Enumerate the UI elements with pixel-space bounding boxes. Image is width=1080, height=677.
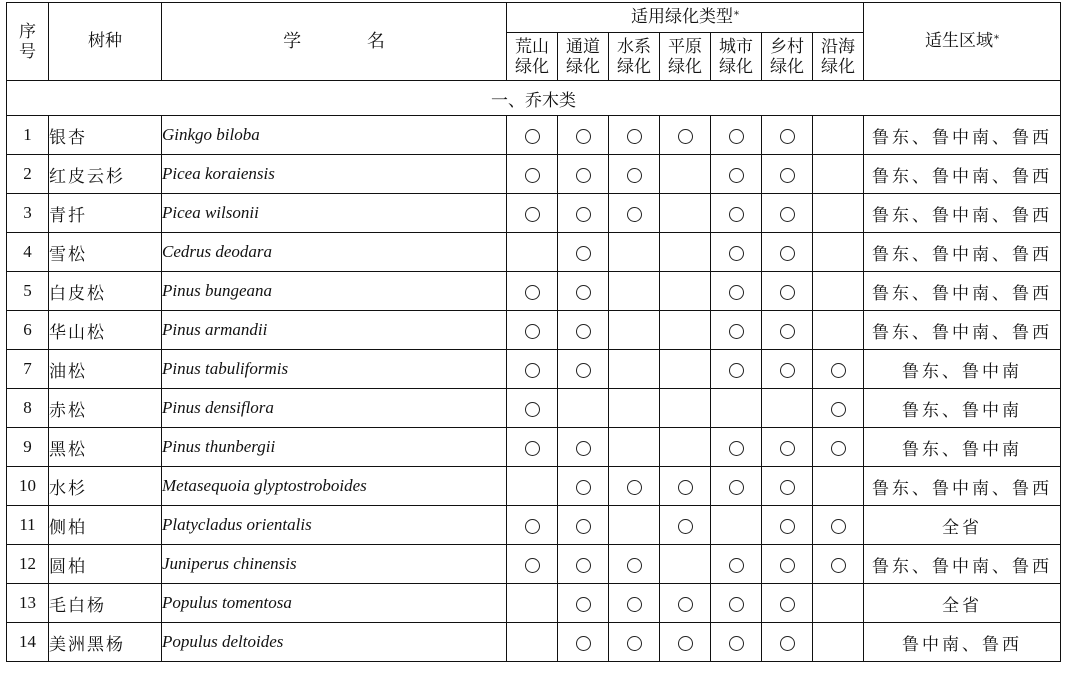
suitable-circle-icon (780, 636, 795, 651)
type-cell-2 (609, 545, 660, 584)
species-name: 白皮松 (49, 272, 162, 311)
row-number: 12 (7, 545, 49, 584)
type-cell-3 (660, 116, 711, 155)
type-cell-0 (507, 623, 558, 662)
type-cell-0 (507, 116, 558, 155)
suitable-circle-icon (780, 129, 795, 144)
type-cell-3 (660, 389, 711, 428)
type-cell-1 (558, 584, 609, 623)
suitable-circle-icon (576, 480, 591, 495)
header-greening-types (507, 3, 864, 33)
type-cell-6 (813, 467, 864, 506)
table-row (7, 506, 1061, 545)
header-type-4-line2: 绿化 (719, 56, 753, 77)
type-cell-4 (711, 545, 762, 584)
scientific-name: Pinus tabuliformis (162, 350, 507, 389)
suitable-circle-icon (678, 636, 693, 651)
suitable-circle-icon (780, 285, 795, 300)
table-row (7, 194, 1061, 233)
type-cell-6 (813, 272, 864, 311)
type-cell-5 (762, 584, 813, 623)
scientific-name: Platycladus orientalis (162, 506, 507, 545)
type-cell-2 (609, 155, 660, 194)
type-cell-2 (609, 584, 660, 623)
row-number: 4 (7, 233, 49, 272)
type-cell-5 (762, 545, 813, 584)
region-cell: 鲁东、鲁中南、鲁西 (864, 467, 1061, 506)
suitable-circle-icon (780, 207, 795, 222)
suitable-circle-icon (729, 285, 744, 300)
scientific-name: Juniperus chinensis (162, 545, 507, 584)
type-cell-1 (558, 116, 609, 155)
region-cell: 鲁东、鲁中南 (864, 389, 1061, 428)
type-cell-6 (813, 389, 864, 428)
type-cell-4 (711, 233, 762, 272)
type-cell-4 (711, 389, 762, 428)
scientific-name: Populus deltoides (162, 623, 507, 662)
table-row (7, 350, 1061, 389)
type-cell-3 (660, 428, 711, 467)
suitable-circle-icon (729, 168, 744, 183)
suitable-circle-icon (525, 558, 540, 573)
suitable-circle-icon (780, 324, 795, 339)
suitable-circle-icon (729, 207, 744, 222)
scientific-name: Metasequoia glyptostroboides (162, 467, 507, 506)
scientific-name: Ginkgo biloba (162, 116, 507, 155)
suitable-circle-icon (525, 129, 540, 144)
suitable-circle-icon (729, 324, 744, 339)
type-cell-4 (711, 194, 762, 233)
type-cell-1 (558, 389, 609, 428)
header-type-2-line1: 水系 (617, 36, 651, 57)
table-row (7, 311, 1061, 350)
type-cell-5 (762, 116, 813, 155)
header-type-5-line2: 绿化 (770, 56, 804, 77)
header-sci-name-text: 学 名 (283, 31, 415, 52)
type-cell-6 (813, 623, 864, 662)
type-cell-5 (762, 233, 813, 272)
type-cell-6 (813, 155, 864, 194)
type-cell-3 (660, 623, 711, 662)
type-cell-5 (762, 194, 813, 233)
table-row (7, 116, 1061, 155)
suitable-circle-icon (678, 597, 693, 612)
type-cell-6 (813, 584, 864, 623)
row-number: 13 (7, 584, 49, 623)
type-cell-0 (507, 311, 558, 350)
section-row (7, 81, 1061, 116)
type-cell-2 (609, 350, 660, 389)
table-header (7, 3, 1061, 81)
suitable-circle-icon (780, 519, 795, 534)
suitable-circle-icon (576, 129, 591, 144)
region-cell: 鲁东、鲁中南 (864, 350, 1061, 389)
table-row (7, 428, 1061, 467)
suitable-circle-icon (525, 324, 540, 339)
type-cell-0 (507, 389, 558, 428)
suitable-circle-icon (678, 480, 693, 495)
type-cell-0 (507, 467, 558, 506)
region-cell: 鲁东、鲁中南、鲁西 (864, 233, 1061, 272)
type-cell-2 (609, 194, 660, 233)
type-cell-2 (609, 116, 660, 155)
type-cell-6 (813, 311, 864, 350)
type-cell-2 (609, 428, 660, 467)
header-type-4-line1: 城市 (719, 36, 753, 57)
type-cell-0 (507, 584, 558, 623)
type-cell-3 (660, 545, 711, 584)
type-cell-0 (507, 155, 558, 194)
suitable-circle-icon (780, 558, 795, 573)
row-number: 9 (7, 428, 49, 467)
table-row (7, 584, 1061, 623)
row-number: 14 (7, 623, 49, 662)
type-cell-5 (762, 389, 813, 428)
type-cell-4 (711, 155, 762, 194)
type-cell-5 (762, 272, 813, 311)
header-type-2-line2: 绿化 (617, 56, 651, 77)
type-cell-6 (813, 506, 864, 545)
scientific-name: Picea koraiensis (162, 155, 507, 194)
type-cell-3 (660, 506, 711, 545)
row-number: 3 (7, 194, 49, 233)
type-cell-2 (609, 389, 660, 428)
type-cell-1 (558, 155, 609, 194)
header-type-3 (660, 33, 711, 81)
table-row (7, 389, 1061, 428)
type-cell-2 (609, 311, 660, 350)
suitable-circle-icon (780, 168, 795, 183)
header-type-6-line1: 沿海 (821, 36, 855, 57)
type-cell-2 (609, 233, 660, 272)
header-region (864, 3, 1061, 81)
header-sci-name (162, 3, 507, 81)
suitable-circle-icon (729, 597, 744, 612)
species-name: 红皮云杉 (49, 155, 162, 194)
header-type-0-line1: 荒山 (515, 36, 549, 57)
species-name: 毛白杨 (49, 584, 162, 623)
type-cell-1 (558, 311, 609, 350)
suitable-circle-icon (729, 363, 744, 378)
suitable-circle-icon (678, 519, 693, 534)
suitable-circle-icon (525, 168, 540, 183)
suitable-circle-icon (729, 480, 744, 495)
header-type-6 (813, 33, 864, 81)
suitable-circle-icon (729, 636, 744, 651)
type-cell-6 (813, 233, 864, 272)
suitable-circle-icon (576, 285, 591, 300)
suitable-circle-icon (780, 363, 795, 378)
type-cell-5 (762, 506, 813, 545)
section-label: 一、乔木类 (7, 81, 1061, 116)
type-cell-0 (507, 233, 558, 272)
header-type-3-line2: 绿化 (668, 56, 702, 77)
row-number: 10 (7, 467, 49, 506)
suitable-circle-icon (627, 207, 642, 222)
suitable-circle-icon (627, 129, 642, 144)
species-name: 赤松 (49, 389, 162, 428)
species-name: 青扦 (49, 194, 162, 233)
suitable-circle-icon (576, 168, 591, 183)
header-no-line1: 序 (19, 21, 36, 42)
suitable-circle-icon (627, 636, 642, 651)
region-cell: 全省 (864, 584, 1061, 623)
species-name: 水杉 (49, 467, 162, 506)
suitable-circle-icon (831, 441, 846, 456)
header-no-line2: 号 (19, 41, 36, 62)
suitable-circle-icon (525, 519, 540, 534)
suitable-circle-icon (525, 285, 540, 300)
region-cell: 鲁东、鲁中南、鲁西 (864, 272, 1061, 311)
species-name: 银杏 (49, 116, 162, 155)
type-cell-1 (558, 506, 609, 545)
header-no (7, 3, 49, 81)
header-type-1 (558, 33, 609, 81)
species-name: 雪松 (49, 233, 162, 272)
region-cell: 鲁东、鲁中南、鲁西 (864, 545, 1061, 584)
type-cell-5 (762, 311, 813, 350)
type-cell-2 (609, 467, 660, 506)
header-greening-types-mark: * (734, 10, 739, 21)
suitable-circle-icon (627, 558, 642, 573)
suitable-circle-icon (831, 519, 846, 534)
suitable-circle-icon (780, 441, 795, 456)
suitable-circle-icon (729, 129, 744, 144)
suitable-circle-icon (576, 636, 591, 651)
type-cell-2 (609, 272, 660, 311)
type-cell-1 (558, 350, 609, 389)
suitable-circle-icon (525, 441, 540, 456)
type-cell-3 (660, 467, 711, 506)
suitable-circle-icon (831, 363, 846, 378)
header-type-0 (507, 33, 558, 81)
row-number: 5 (7, 272, 49, 311)
header-type-6-line2: 绿化 (821, 56, 855, 77)
type-cell-4 (711, 116, 762, 155)
type-cell-5 (762, 623, 813, 662)
type-cell-0 (507, 428, 558, 467)
type-cell-3 (660, 272, 711, 311)
suitable-circle-icon (729, 441, 744, 456)
suitable-circle-icon (627, 168, 642, 183)
suitable-circle-icon (831, 558, 846, 573)
type-cell-1 (558, 428, 609, 467)
region-cell: 鲁东、鲁中南、鲁西 (864, 194, 1061, 233)
scientific-name: Cedrus deodara (162, 233, 507, 272)
header-type-1-line2: 绿化 (566, 56, 600, 77)
header-type-0-line2: 绿化 (515, 56, 549, 77)
type-cell-2 (609, 623, 660, 662)
region-cell: 鲁东、鲁中南、鲁西 (864, 155, 1061, 194)
suitable-circle-icon (678, 129, 693, 144)
region-cell: 鲁东、鲁中南 (864, 428, 1061, 467)
type-cell-5 (762, 155, 813, 194)
type-cell-6 (813, 194, 864, 233)
suitable-circle-icon (525, 363, 540, 378)
header-greening-types-text: 适用绿化类型 (631, 7, 733, 27)
header-type-5 (762, 33, 813, 81)
table-row (7, 155, 1061, 194)
type-cell-6 (813, 350, 864, 389)
header-region-mark: * (994, 34, 999, 45)
suitable-circle-icon (576, 441, 591, 456)
table-row (7, 623, 1061, 662)
suitable-circle-icon (831, 402, 846, 417)
type-cell-4 (711, 350, 762, 389)
type-cell-2 (609, 506, 660, 545)
region-cell: 鲁东、鲁中南、鲁西 (864, 311, 1061, 350)
type-cell-0 (507, 272, 558, 311)
suitable-circle-icon (576, 324, 591, 339)
suitable-circle-icon (627, 597, 642, 612)
type-cell-6 (813, 116, 864, 155)
type-cell-4 (711, 272, 762, 311)
header-type-3-line1: 平原 (668, 36, 702, 57)
type-cell-1 (558, 272, 609, 311)
type-cell-0 (507, 194, 558, 233)
species-name: 圆柏 (49, 545, 162, 584)
suitable-circle-icon (780, 480, 795, 495)
suitable-circle-icon (729, 558, 744, 573)
type-cell-3 (660, 233, 711, 272)
suitable-circle-icon (729, 246, 744, 261)
row-number: 1 (7, 116, 49, 155)
scientific-name: Pinus armandii (162, 311, 507, 350)
type-cell-5 (762, 428, 813, 467)
header-type-5-line1: 乡村 (770, 36, 804, 57)
region-cell: 全省 (864, 506, 1061, 545)
suitable-circle-icon (525, 402, 540, 417)
species-table (6, 2, 1061, 662)
type-cell-3 (660, 311, 711, 350)
type-cell-3 (660, 155, 711, 194)
region-cell: 鲁中南、鲁西 (864, 623, 1061, 662)
scientific-name: Populus tomentosa (162, 584, 507, 623)
species-name: 华山松 (49, 311, 162, 350)
header-type-2 (609, 33, 660, 81)
suitable-circle-icon (780, 246, 795, 261)
type-cell-4 (711, 506, 762, 545)
suitable-circle-icon (576, 246, 591, 261)
type-cell-4 (711, 584, 762, 623)
type-cell-5 (762, 350, 813, 389)
type-cell-4 (711, 428, 762, 467)
type-cell-4 (711, 467, 762, 506)
table-row (7, 233, 1061, 272)
table-row (7, 545, 1061, 584)
scientific-name: Pinus thunbergii (162, 428, 507, 467)
scientific-name: Pinus bungeana (162, 272, 507, 311)
suitable-circle-icon (780, 597, 795, 612)
row-number: 8 (7, 389, 49, 428)
type-cell-3 (660, 584, 711, 623)
species-name: 美洲黑杨 (49, 623, 162, 662)
table-row (7, 467, 1061, 506)
type-cell-4 (711, 623, 762, 662)
species-name: 黑松 (49, 428, 162, 467)
type-cell-6 (813, 428, 864, 467)
species-name: 油松 (49, 350, 162, 389)
suitable-circle-icon (576, 207, 591, 222)
suitable-circle-icon (576, 597, 591, 612)
type-cell-1 (558, 194, 609, 233)
header-region-text: 适生区域 (925, 31, 993, 51)
region-cell: 鲁东、鲁中南、鲁西 (864, 116, 1061, 155)
scientific-name: Pinus densiflora (162, 389, 507, 428)
type-cell-1 (558, 623, 609, 662)
type-cell-0 (507, 545, 558, 584)
type-cell-1 (558, 545, 609, 584)
header-type-1-line1: 通道 (566, 36, 600, 57)
row-number: 11 (7, 506, 49, 545)
row-number: 7 (7, 350, 49, 389)
type-cell-1 (558, 233, 609, 272)
table-body (7, 81, 1061, 662)
suitable-circle-icon (576, 519, 591, 534)
type-cell-0 (507, 350, 558, 389)
suitable-circle-icon (627, 480, 642, 495)
type-cell-3 (660, 350, 711, 389)
suitable-circle-icon (525, 207, 540, 222)
type-cell-1 (558, 467, 609, 506)
table-row (7, 272, 1061, 311)
type-cell-0 (507, 506, 558, 545)
row-number: 6 (7, 311, 49, 350)
type-cell-5 (762, 467, 813, 506)
scientific-name: Picea wilsonii (162, 194, 507, 233)
species-name: 侧柏 (49, 506, 162, 545)
suitable-circle-icon (576, 363, 591, 378)
type-cell-4 (711, 311, 762, 350)
type-cell-3 (660, 194, 711, 233)
header-species: 树种 (49, 3, 162, 81)
suitable-circle-icon (576, 558, 591, 573)
header-type-4 (711, 33, 762, 81)
type-cell-6 (813, 545, 864, 584)
row-number: 2 (7, 155, 49, 194)
